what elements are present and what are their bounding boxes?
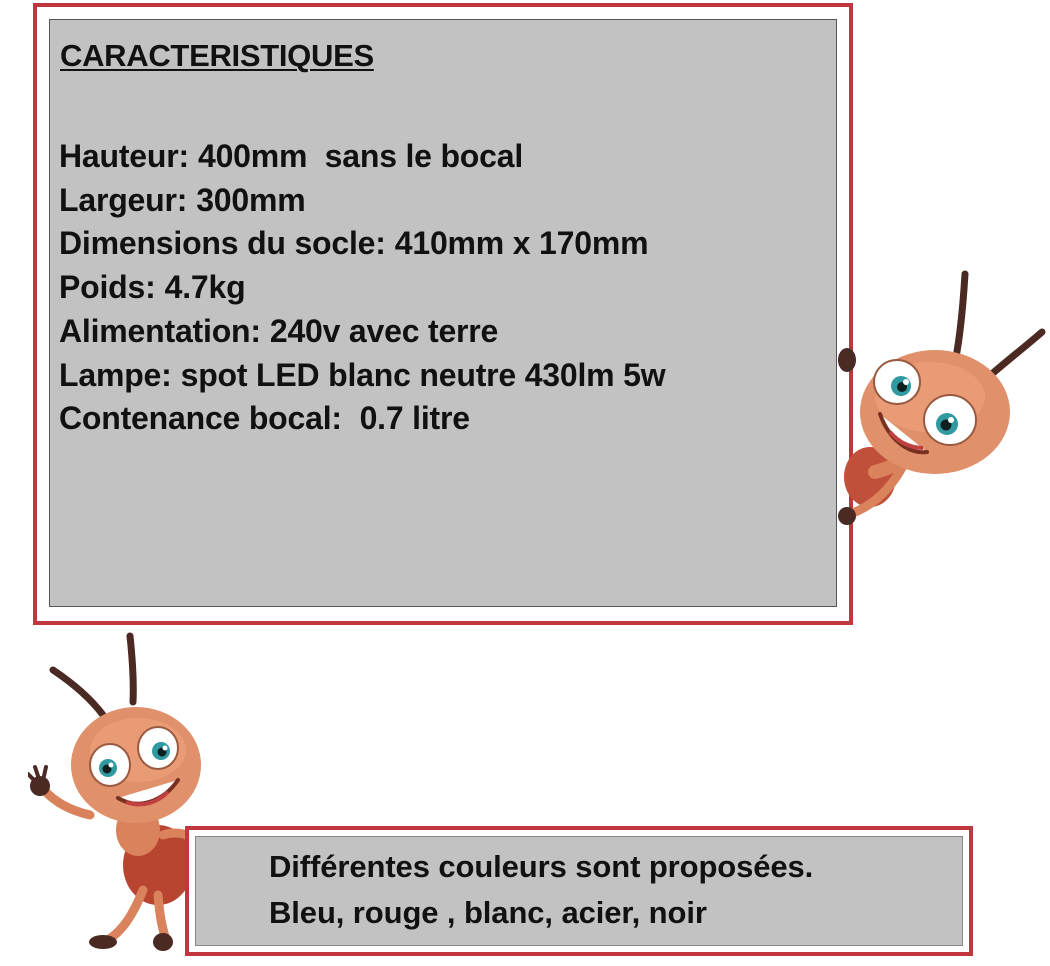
spec-label: Dimensions du socle: [59, 225, 386, 262]
spec-value: spot LED blanc neutre 430lm 5w [180, 356, 666, 393]
spec-value: 300mm [196, 181, 306, 218]
spec-item-lamp [59, 354, 665, 398]
spec-item-width [59, 179, 665, 223]
colors-list-text: Bleu, rouge , blanc, acier, noir [269, 895, 707, 930]
spec-label: Contenance bocal: [59, 400, 342, 437]
spec-value: 410mm x 170mm [394, 225, 649, 262]
specifications-box [49, 19, 837, 607]
spec-label: Alimentation: [59, 312, 261, 349]
spec-item-jar-capacity [59, 397, 665, 441]
spec-label: Poids: [59, 269, 156, 306]
spec-item-height [59, 135, 665, 179]
spec-label: Hauteur: [59, 138, 189, 174]
ant-peeking-illustration [835, 262, 1050, 542]
spec-value: 400mm sans le bocal [197, 138, 524, 174]
colors-panel [185, 826, 973, 956]
specifications-list [59, 135, 665, 441]
specifications-panel [33, 3, 853, 625]
spec-item-weight [59, 266, 665, 310]
spec-value: 240v avec terre [269, 312, 499, 349]
spec-label: Lampe: [59, 356, 172, 393]
spec-item-base-dimensions [59, 222, 665, 266]
colors-box [195, 836, 963, 946]
colors-intro-text: Différentes couleurs sont proposées. [269, 849, 814, 884]
spec-value: 4.7kg [164, 269, 246, 306]
spec-value: 0.7 litre [350, 400, 470, 437]
specifications-title: CARACTERISTIQUES [60, 38, 374, 73]
spec-label: Largeur: [59, 181, 188, 218]
spec-item-power [59, 310, 665, 354]
